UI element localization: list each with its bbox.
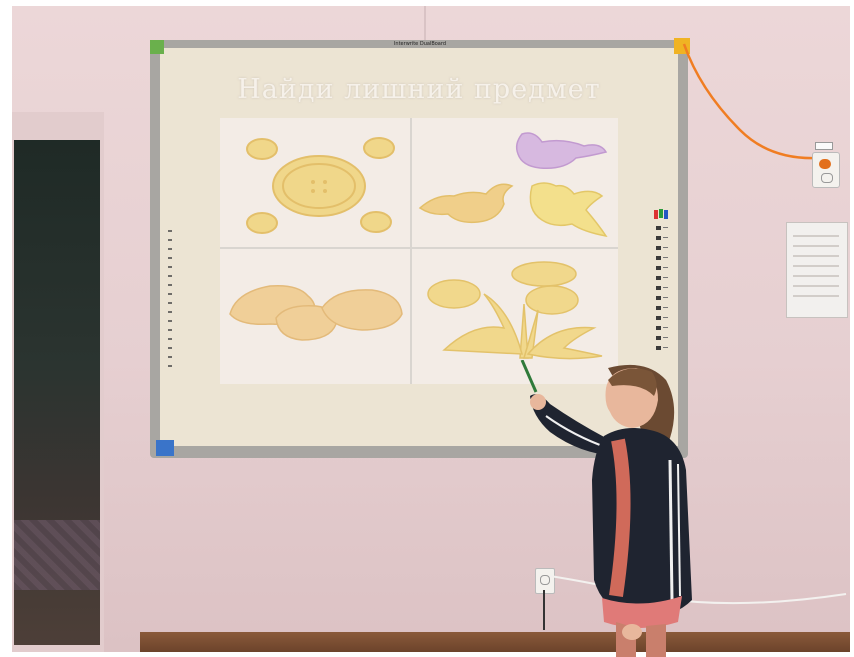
grid-divider-horizontal [220, 247, 618, 249]
toolbar-button [656, 306, 661, 310]
marker-blue-icon [664, 210, 668, 219]
power-cable [680, 40, 840, 170]
marker-red-icon [654, 210, 658, 219]
wall-notice [786, 222, 848, 318]
outlet-label [815, 142, 833, 150]
socket-icon [821, 173, 833, 183]
bread-picture [226, 278, 406, 348]
toolbar-button [656, 286, 661, 290]
toolbar-button [656, 276, 661, 280]
board-toolbar [652, 210, 670, 360]
toolbar-button [656, 236, 661, 240]
sun-picture [236, 130, 404, 238]
toolbar-button [656, 266, 661, 270]
toolbar-button [656, 326, 661, 330]
toolbar-button [656, 316, 661, 320]
slide-title: Найди лишний предмет [237, 74, 601, 105]
wall-seam [424, 6, 426, 42]
girl-pointing [520, 360, 700, 657]
grid-divider-vertical [410, 118, 412, 384]
toolbar-button [656, 246, 661, 250]
toolbar-button [656, 226, 661, 230]
doorway-rug [14, 520, 100, 590]
board-scale-ticks [168, 230, 172, 370]
toolbar-button [656, 296, 661, 300]
board-corner-blue [156, 440, 174, 456]
toolbar-button [656, 256, 661, 260]
birds-picture [414, 124, 614, 244]
board-corner-green [150, 40, 164, 54]
dandelion-picture [424, 258, 610, 364]
plug-icon [819, 159, 831, 169]
toolbar-button [656, 346, 661, 350]
pointer-stick [522, 360, 536, 392]
whiteboard-brand-label: Interwrite DualBoard [393, 41, 447, 47]
toolbar-button [656, 336, 661, 340]
wall-outlet-upper [812, 152, 840, 188]
marker-green-icon [659, 209, 663, 218]
floor [140, 632, 850, 652]
